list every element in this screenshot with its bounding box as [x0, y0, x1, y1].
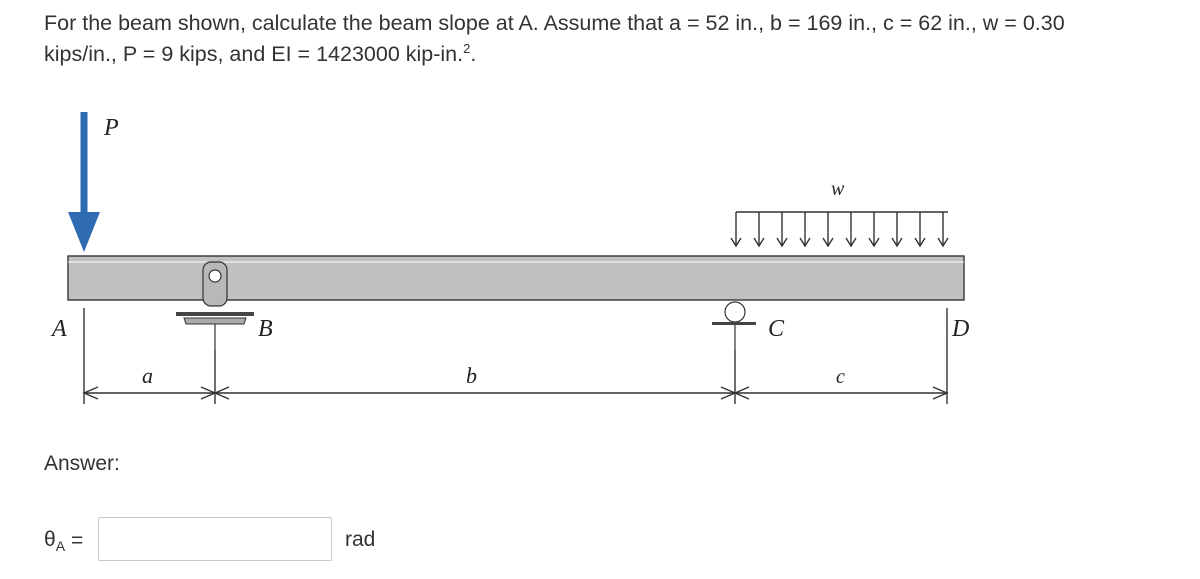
unit-label: rad [345, 528, 376, 551]
dimension-label-c: c [836, 366, 845, 388]
point-label-b: B [258, 316, 273, 342]
answer-heading: Answer: [44, 452, 120, 475]
point-label-c: C [768, 316, 785, 342]
dimension-label-b: b [466, 363, 477, 388]
problem-line-2-text: kips/in., P = 9 kips, and EI = 1423000 kip-in. [44, 42, 464, 66]
point-label-d: D [952, 316, 970, 342]
theta-char: θ [44, 527, 56, 551]
theta-a-answer-input[interactable] [98, 517, 332, 561]
theta-symbol [44, 528, 65, 554]
theta-subscript: A [55, 538, 66, 555]
dimension-label-a: a [142, 363, 153, 388]
point-load-arrow [68, 112, 100, 252]
load-label-p: P [104, 115, 119, 141]
problem-line-2-end: . [470, 42, 477, 66]
point-label-a: A [52, 316, 67, 342]
theta-label [44, 518, 83, 564]
equals-sign: = [71, 529, 84, 552]
distributed-load-arrows [731, 212, 948, 246]
load-label-w: w [831, 178, 845, 200]
units-exponent: 2 [463, 40, 471, 56]
roller-support-c [712, 302, 756, 350]
problem-line-1: For the beam shown, calculate the beam slope at A. Assume that a = 52 in., b = 169 in., c = 62 in., w = 0.30 [44, 11, 1065, 35]
